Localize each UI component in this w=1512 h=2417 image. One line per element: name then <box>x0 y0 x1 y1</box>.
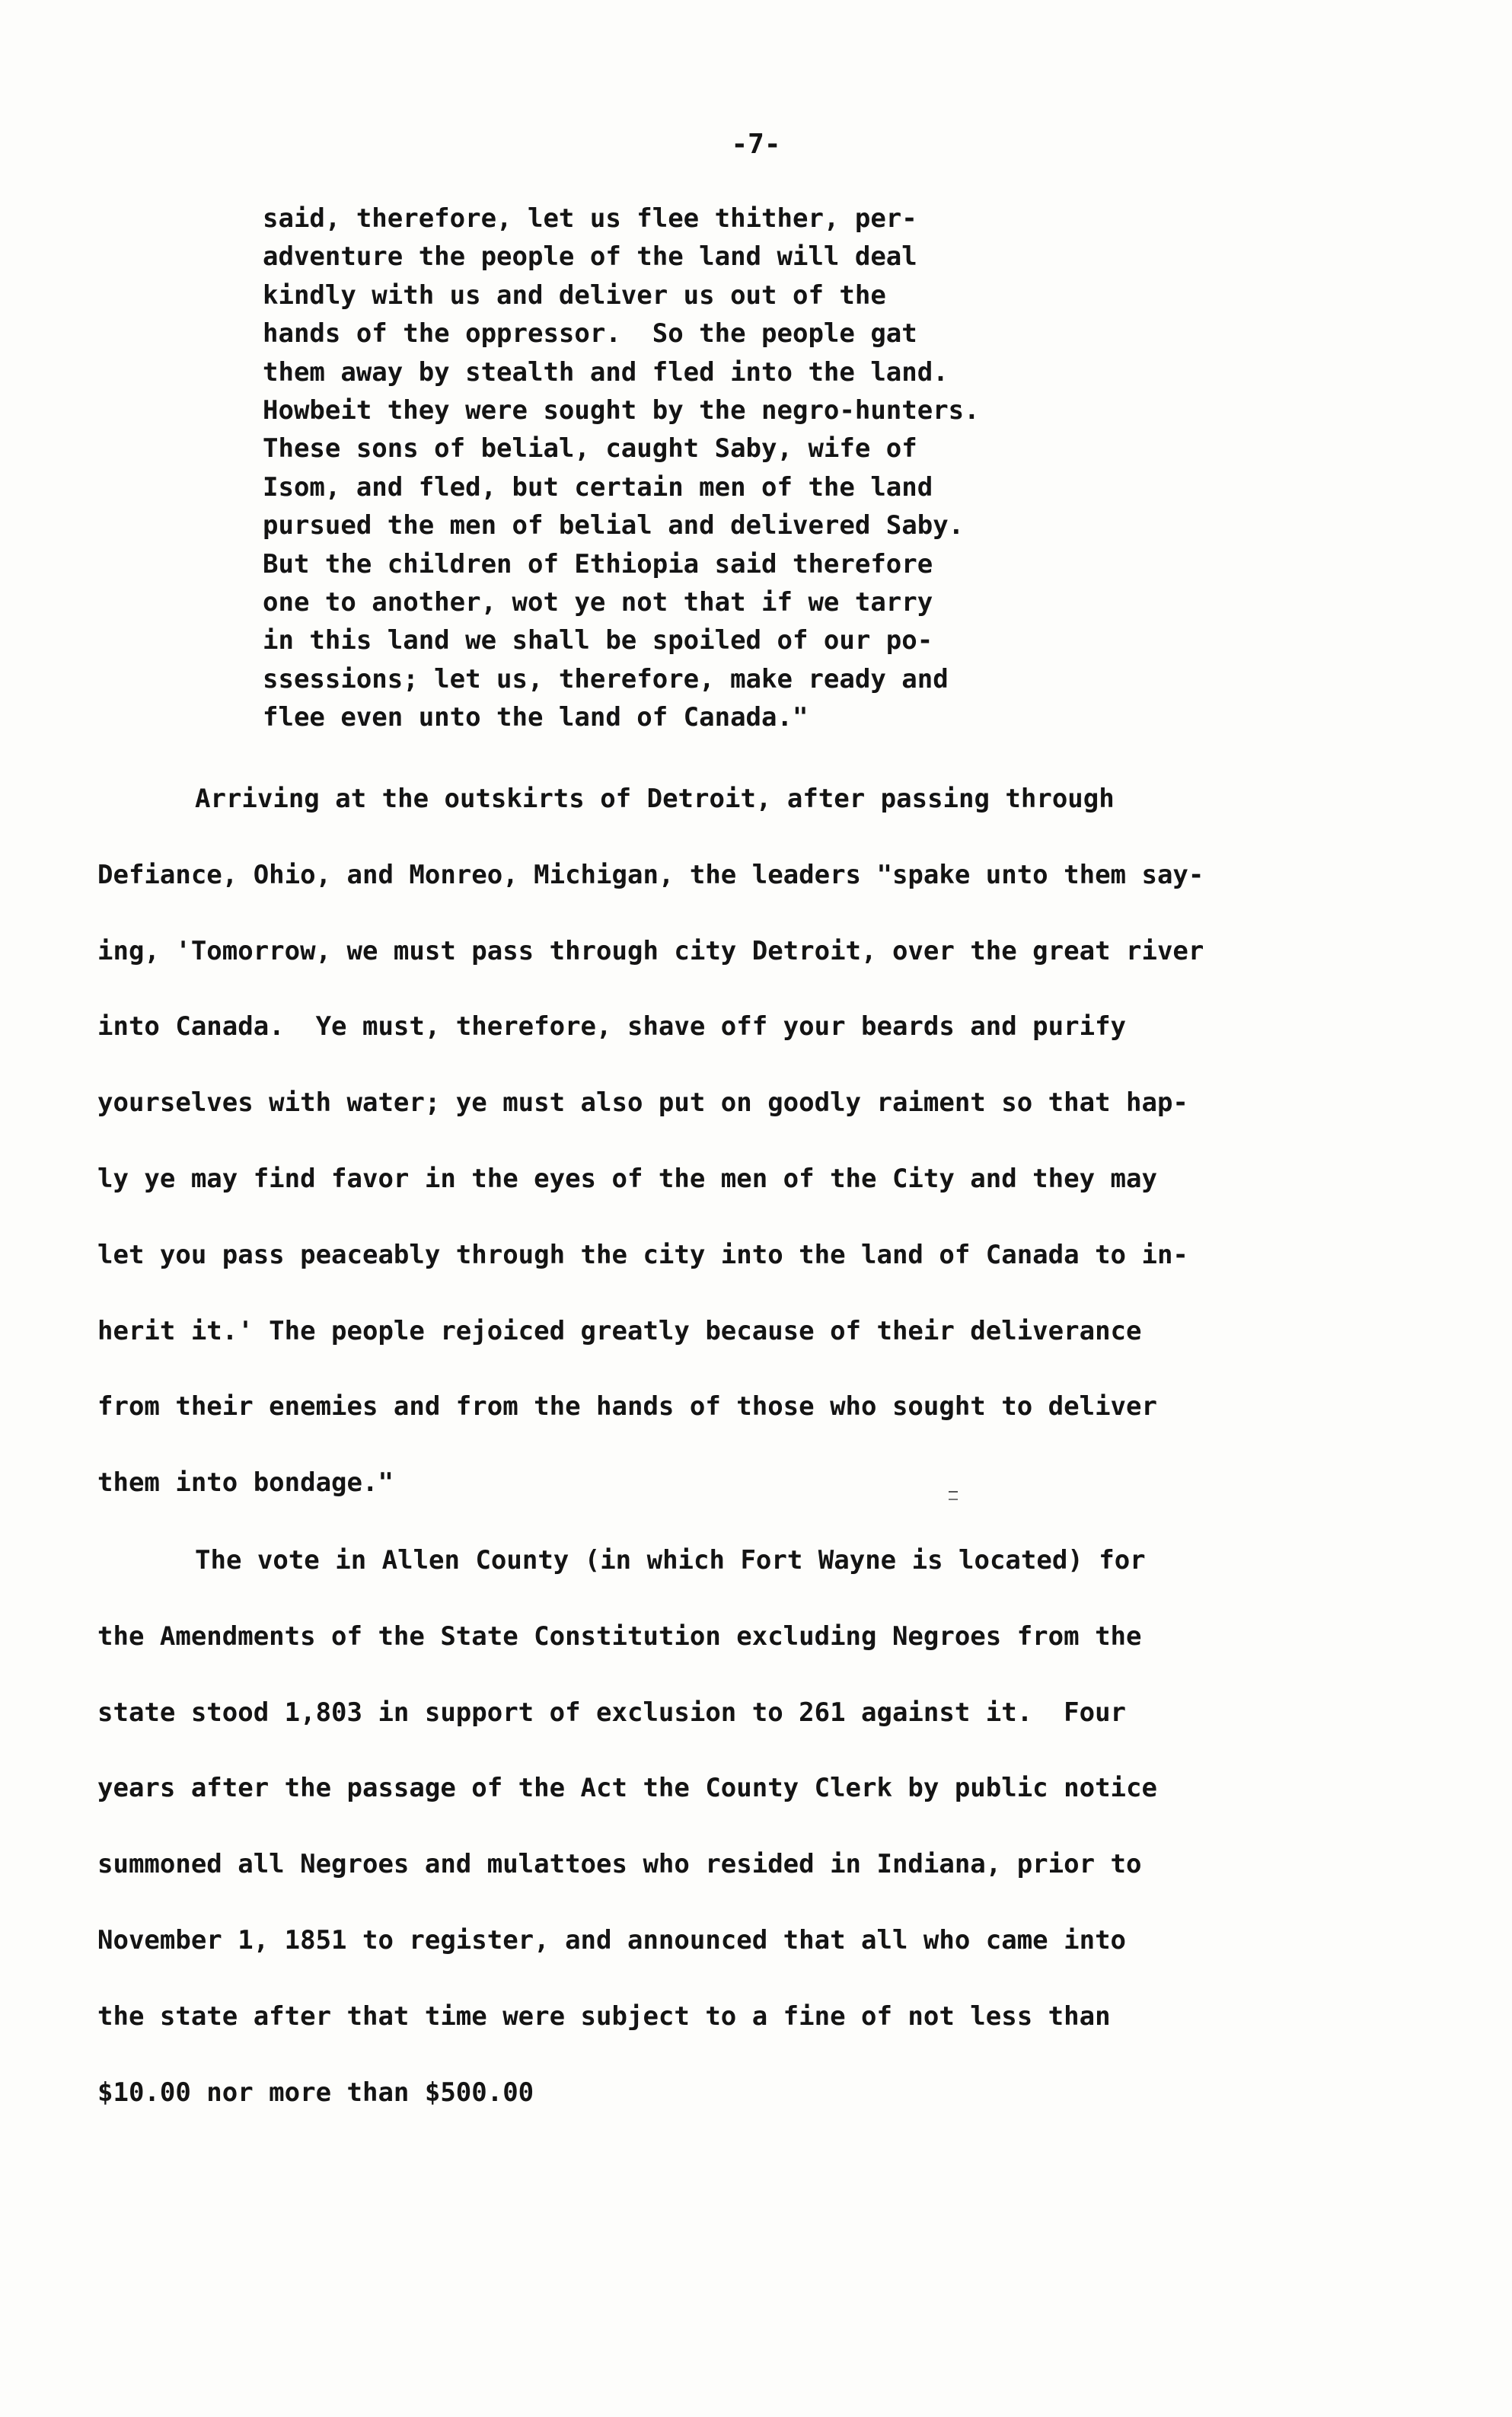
quote-line: These sons of belial, caught Saby, wife of <box>263 433 917 465</box>
quote-line: hands of the oppressor. So the people gat <box>263 318 917 350</box>
paper-speck <box>949 1491 958 1500</box>
paragraph-line: Defiance, Ohio, and Monreo, Michigan, the leaders "spake unto them say- <box>97 859 1204 890</box>
paragraph-line: summoned all Negroes and mulattoes who resided in Indiana, prior to <box>97 1849 1142 1880</box>
paragraph-line: from their enemies and from the hands of those who sought to deliver <box>97 1391 1157 1422</box>
quote-line: Isom, and fled, but certain men of the land <box>263 471 933 503</box>
page-number: -7- <box>731 129 781 160</box>
paragraph-line: let you pass peaceably through the city into the land of Canada to in- <box>97 1239 1188 1270</box>
quote-line: Howbeit they were sought by the negro-hunters. <box>263 394 980 426</box>
paragraph-line: yourselves with water; ye must also put on goodly raiment so that hap- <box>97 1087 1188 1119</box>
paragraph-line: the Amendments of the State Constitution excluding Negroes from the <box>97 1620 1142 1652</box>
quote-line: in this land we shall be spoiled of our po- <box>263 625 933 656</box>
paragraph-line: November 1, 1851 to register, and announced that all who came into <box>97 1924 1127 1956</box>
paragraph-line: ing, 'Tomorrow, we must pass through city Detroit, over the great river <box>97 935 1204 966</box>
paragraph-line: ly ye may find favor in the eyes of the men of the City and they may <box>97 1163 1157 1194</box>
quote-line: But the children of Ethiopia said therefore <box>263 548 933 580</box>
body-paragraph-detroit <box>97 761 1437 1521</box>
quote-line: flee even unto the land of Canada." <box>263 702 809 733</box>
quote-line: kindly with us and deliver us out of the <box>263 279 886 311</box>
paragraph-line: The vote in Allen County (in which Fort Wayne is located) for <box>195 1545 1146 1576</box>
paragraph-line: state stood 1,803 in support of exclusion to 261 against it. Four <box>97 1697 1127 1728</box>
paragraph-line: $10.00 nor more than $500.00 <box>97 2077 534 2108</box>
quote-line: one to another, wot ye not that if we tarry <box>263 586 933 618</box>
quote-line: ssessions; let us, therefore, make ready and <box>263 663 949 694</box>
paragraph-line: into Canada. Ye must, therefore, shave off your beards and purify <box>97 1011 1127 1042</box>
paragraph-line: the state after that time were subject to a fine of not less than <box>97 2000 1111 2032</box>
quoted-passage <box>263 200 1161 736</box>
quote-line: said, therefore, let us flee thither, per- <box>263 203 917 234</box>
quote-line: adventure the people of the land will deal <box>263 241 917 273</box>
quote-line: them away by stealth and fled into the land. <box>263 356 949 388</box>
paragraph-line: herit it.' The people rejoiced greatly because of their deliverance <box>97 1315 1142 1346</box>
paragraph-line: Arriving at the outskirts of Detroit, after passing through <box>195 784 1115 814</box>
paragraph-line: them into bondage." <box>97 1467 394 1499</box>
quote-line: pursued the men of belial and delivered Saby. <box>263 510 965 541</box>
body-paragraph-allen-county <box>97 1523 1437 2131</box>
paragraph-line: years after the passage of the Act the County Clerk by public notice <box>97 1773 1157 1804</box>
